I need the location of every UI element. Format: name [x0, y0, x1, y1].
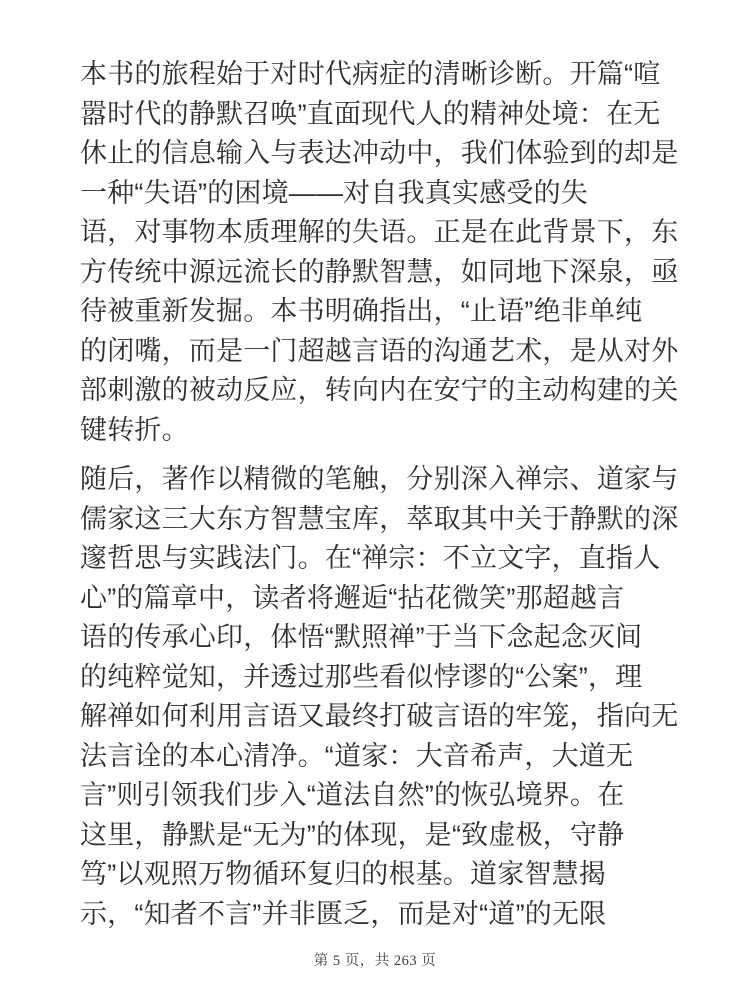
text-line: 语，对事物本质理解的失语。正是在此背景下，东: [80, 217, 679, 247]
text-line: 随后，著作以精微的笔触，分别深入禅宗、道家与: [80, 464, 679, 494]
text-line: 法言诠的本心清净。“道家：大音希声，大道无: [80, 740, 634, 771]
paragraph-2: [80, 460, 679, 934]
text-line: 言”则引领我们步入“道法自然”的恢弘境界。在: [80, 780, 625, 810]
text-line: 这里，静默是“无为”的体现，是“致虚极，守静: [80, 819, 625, 850]
text-line: 解禅如何利用言语又最终打破言语的牢笼，指向无: [80, 701, 679, 731]
text-line: 笃”以观照万物循环复归的根基。道家智慧揭: [80, 859, 606, 889]
text-line: 休止的信息输入与表达冲动中，我们体验到的却是: [80, 138, 679, 168]
text-line: 儒家这三大东方智慧宝库，萃取其中关于静默的深: [80, 503, 679, 534]
paragraph-1: [80, 55, 679, 450]
text-line: 心”的篇章中，读者将邂逅“拈花微笑”那超越言: [80, 582, 625, 613]
page-number-footer: 第 5 页，共 263 页: [313, 953, 437, 969]
text-line: 一种“失语”的困境——对自我真实感受的失: [80, 177, 588, 208]
text-line: 部刺激的被动反应，转向内在安宁的主动构建的关: [80, 375, 679, 405]
text-line: 本书的旅程始于对时代病症的清晰诊断。开篇“喧: [80, 59, 661, 89]
text-line: 待被重新发掘。本书明确指出，“止语”绝非单纯: [80, 296, 643, 326]
text-line: 的闭嘴，而是一门超越言语的沟通艺术，是从对外: [80, 335, 679, 366]
text-line: 方传统中源远流长的静默智慧，如同地下深泉，亟: [80, 256, 679, 287]
text-line: 邃哲思与实践法门。在“禅宗：不立文字，直指人: [80, 543, 661, 573]
text-line: 语的传承心印，体悟“默照禅”于当下念起念灭间: [80, 622, 643, 652]
text-line: 嚣时代的静默召唤”直面现代人的精神处境：在无: [80, 98, 661, 129]
text-line: 示，“知者不言”并非匮乏，而是对“道”的无限: [80, 898, 607, 929]
text-line: 键转折。: [80, 414, 189, 445]
text-line: 的纯粹觉知，并透过那些看似悖谬的“公案”，理: [80, 661, 643, 692]
